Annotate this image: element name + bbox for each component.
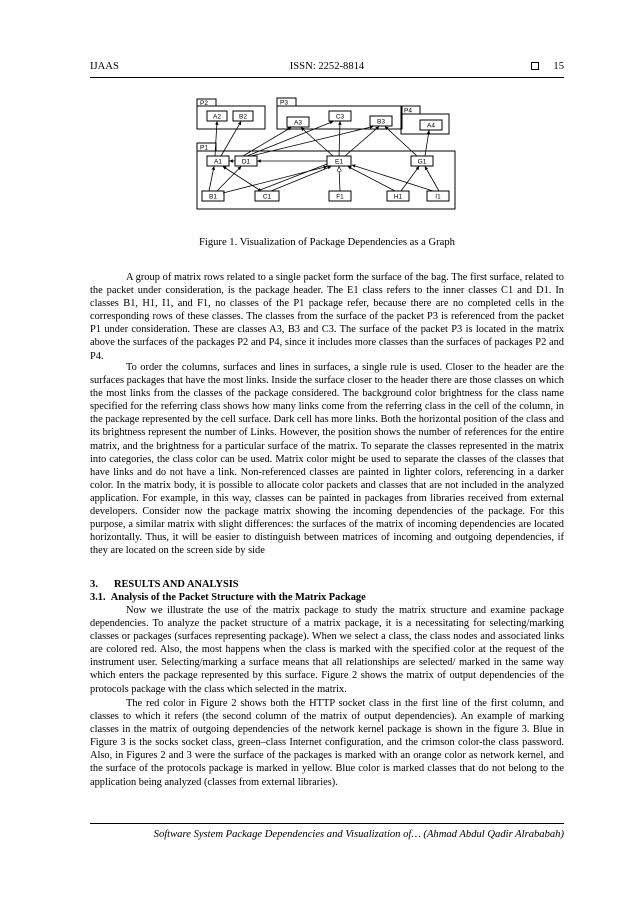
body-paragraph-1 [90,271,564,363]
node-h1: H1 [393,193,403,201]
page-number: 15 [553,61,564,72]
package-p2-label: P2 [200,100,208,107]
node-a2: A2 [213,113,221,121]
paragraph-text: A group of matrix rows related to a single packet form the surface of the bag. The first surface, related to the packet under consideration, is the package header. The E1 class refers to the inner classes C1 and D1. In classes B1, H1, I1, and F1, no classes of the P1 package refer, because there are no completed cells in the corresponding rows of these classes. The classes from the surface of the packet P3 is referenced from the packet P1 under consideration. These are classes A3, B3 and C3. The surface of the packet P3 is located in the matrix above the surfaces of the packages P2 and P4, since it includes more classes than the surfaces of packages P2 and P4. [90,272,564,362]
body-paragraph-4 [90,697,564,789]
journal-name: IJAAS [90,61,119,72]
paragraph-text: To order the columns, surfaces and lines in surfaces, a single rule is used. Closer to the header are the surfaces packages that have the most links. Inside the surface closer to the header there are those classes on which the most links from the classes of the package considered. The background color brightness for the class name specified for the referring class shows how many links come from the referring class in the cell of the column, in the package represented by the cell surface. Dark cell has more links. Both the horizontal position of the class and its brightness represent the number of Links. However, the position shows the number of references for the entire matrix, and the brightness for a particular surface of the matrix. To separate the classes represented in the matrix into categories, the class color can be used. Matrix color might be used to separate the classes of the classes that have links and do not have a link. Non-referenced classes are painted in lighter colors, referencing in a darker color. In the matrix body, it is possible to allocate color packets and classes that are not included in the analyzed application. For example, in this way, classes can be painted in packages from libraries received from external developers. Consider now the package matrix showing the incoming dependencies of the package. For this purpose, a similar matrix with slight differences: the surfaces of the matrix of incoming dependencies are located horizontally. Thus, it will be easier to distinguish between matrices of incoming and outgoing dependencies, if they are located on the screen side by side [90,362,564,557]
node-c1: C1 [262,193,272,201]
node-a1: A1 [214,158,222,166]
node-g1: G1 [417,158,427,166]
section-title: RESULTS AND ANALYSIS [114,579,239,590]
body-paragraph-3 [90,604,564,696]
body-paragraph-2 [90,361,564,557]
square-box-icon [531,62,539,70]
section-heading-3 [90,578,564,591]
node-b3: B3 [377,118,385,126]
package-p3-label: P3 [280,99,288,107]
inheritance-edge [339,167,340,191]
node-a4: A4 [427,122,435,130]
node-f1: F1 [336,193,344,201]
running-header [90,61,564,78]
node-a3: A3 [294,119,302,127]
package-p1-label: P1 [200,144,208,152]
subsection-heading-3-1 [90,591,564,604]
node-e1: E1 [335,158,343,166]
running-footer: Software System Package Dependencies and Visualization of… (Ahmad Abdul Qadir Alrababah) [90,823,564,840]
figure-1-graph [195,93,457,211]
package-p4-label: P4 [404,107,412,115]
node-d1: D1 [241,158,251,166]
node-b2: B2 [239,113,247,121]
node-i1: I1 [435,193,441,201]
figure-caption: Figure 1. Visualization of Package Dependencies as a Graph [199,237,455,248]
subsection-title: Analysis of the Packet Structure with the Matrix Package [110,592,366,603]
node-b1: B1 [209,193,217,201]
issn-number: ISSN: 2252-8814 [289,61,365,72]
paragraph-text: The red color in Figure 2 shows both the HTTP socket class in the first line of the first column, and classes to which it refers (the second column of the matrix of output dependencies). An example of marking classes in the matrix of outgoing dependencies of the network kernel package is shown in the figure 3. Blue in Figure 3 is the socks socket class, green–class Internet configuration, and the crimson color-the class password. Also, in Figures 2 and 3 were the surface of the packages is marked with an orange color as network kernel, and the surface of the protocols package is marked in yellow. Blue color is marked classes that do not belong to the application being analyzed (classes from external libraries). [90,698,564,788]
page-number-group [531,61,564,72]
dependency-graph [195,93,457,211]
section-number: 3. [90,579,98,590]
paragraph-text: Now we illustrate the use of the matrix package to study the matrix structure and examine package dependencies. To analyze the packet structure of a matrix package, it is a necessitating for selecting/marking classes or packages (surfaces representing package). When we select a class, the class nodes and associated links are colored red. Also, the most happens when the class is marked with the specified color at the request of the instrument user. Selecting/marking a surface means that all relationships are selected/ marked in the same way which enters the package represented by this surface. Figure 2 shows the matrix of output dependencies of the protocols package with the class which selected in the matrix. [90,605,564,695]
node-c3: C3 [335,113,345,121]
subsection-number: 3.1. [90,592,106,603]
